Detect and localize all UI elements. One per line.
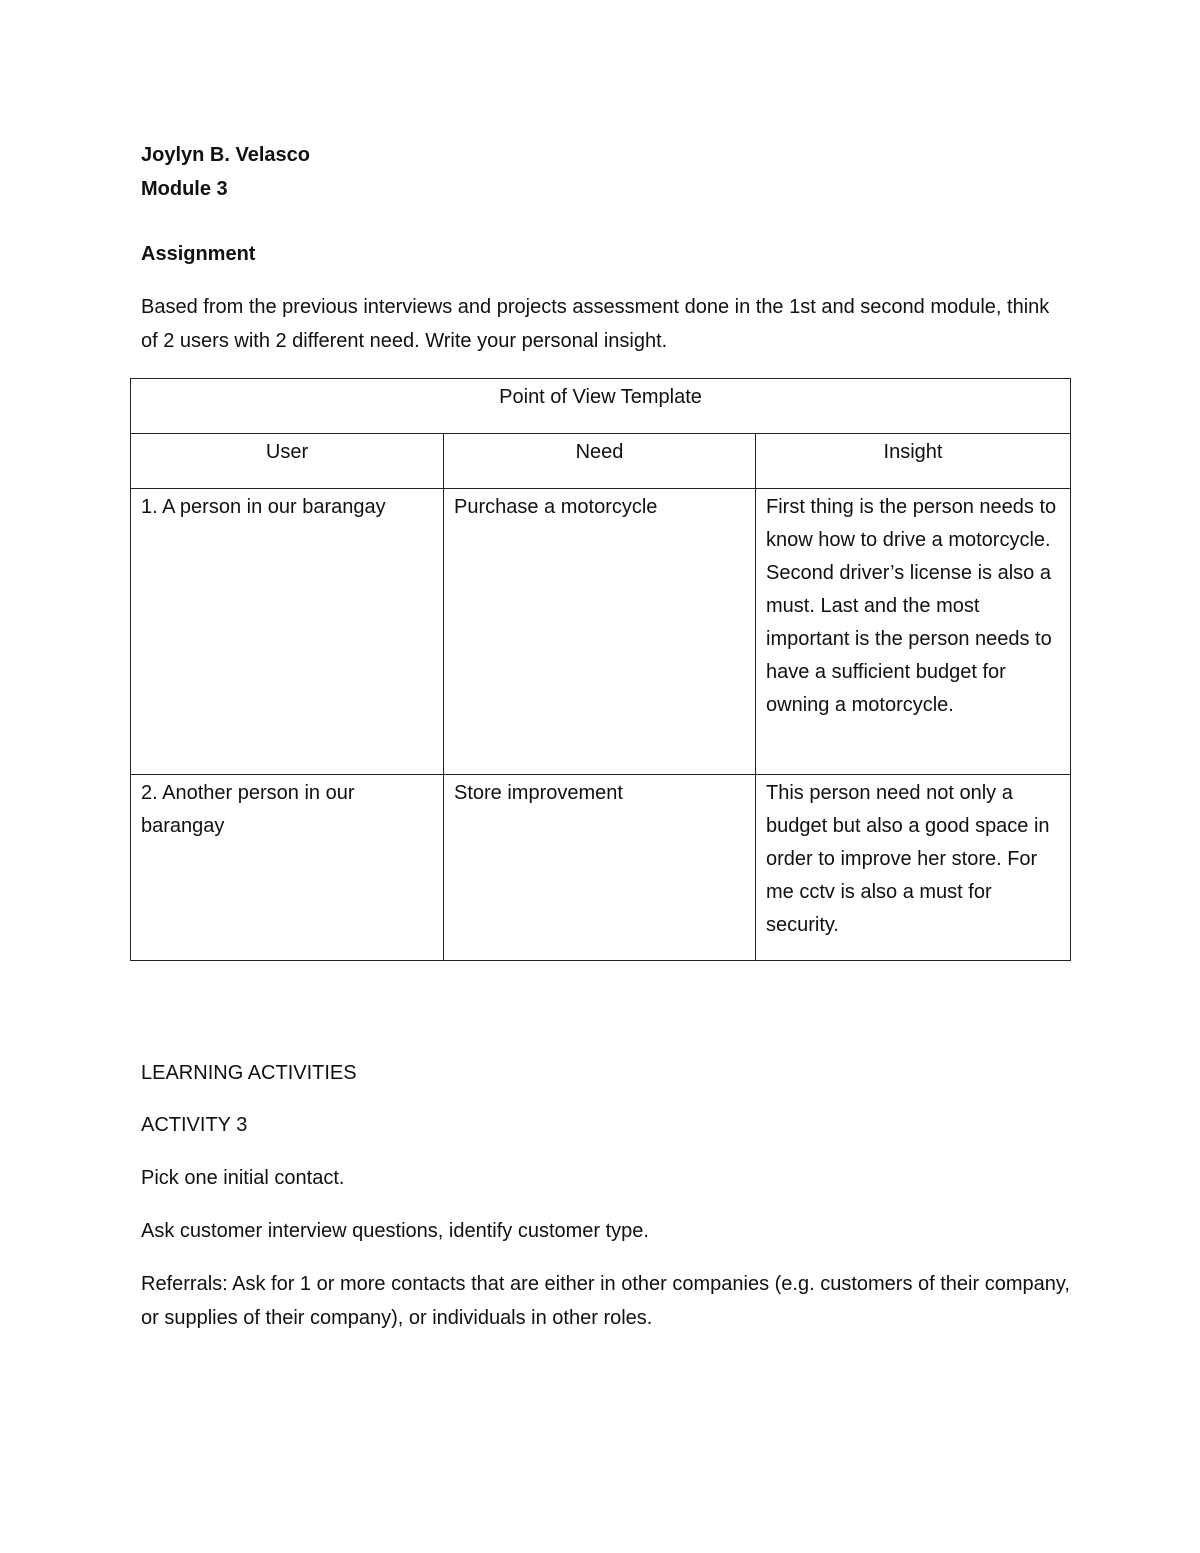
activity-line-3: Referrals: Ask for 1 or more contacts that are either in other companies (e.g. customers of their company, or supplies of their company), or individuals in other roles. [141, 1273, 1070, 1329]
module-label: Module 3 [141, 178, 228, 200]
author-name: Joylyn B. Velasco [141, 144, 310, 166]
cell-insight: First thing is the person needs to know how to drive a motorcycle. Second driver’s license is also a must. Last and the most important is the person needs to have a sufficient budget for owning a motorcycle. [756, 489, 1071, 775]
point-of-view-table [130, 378, 1071, 961]
column-header-user: User [131, 434, 444, 489]
cell-need: Store improvement [444, 775, 756, 961]
activity-label: ACTIVITY 3 [141, 1114, 248, 1136]
column-header-need: Need [444, 434, 756, 489]
assignment-paragraph: Based from the previous interviews and projects assessment done in the 1st and second module, think of 2 users with 2 different need. Write your personal insight. [141, 296, 1050, 352]
cell-insight: This person need not only a budget but also a good space in order to improve her store. For me cctv is also a must for security. [756, 775, 1071, 961]
learning-activities-heading: LEARNING ACTIVITIES [141, 1062, 357, 1084]
cell-need: Purchase a motorcycle [444, 489, 756, 775]
cell-user: 1. A person in our barangay [131, 489, 444, 775]
cell-user: 2. Another person in our barangay [131, 775, 444, 961]
activity-line-2: Ask customer interview questions, identify customer type. [141, 1220, 649, 1242]
table-row [131, 775, 1071, 961]
activity-line-1: Pick one initial contact. [141, 1167, 345, 1189]
assignment-heading: Assignment [141, 243, 256, 265]
table-title: Point of View Template [131, 379, 1071, 434]
column-header-insight: Insight [756, 434, 1071, 489]
table-row [131, 489, 1071, 775]
